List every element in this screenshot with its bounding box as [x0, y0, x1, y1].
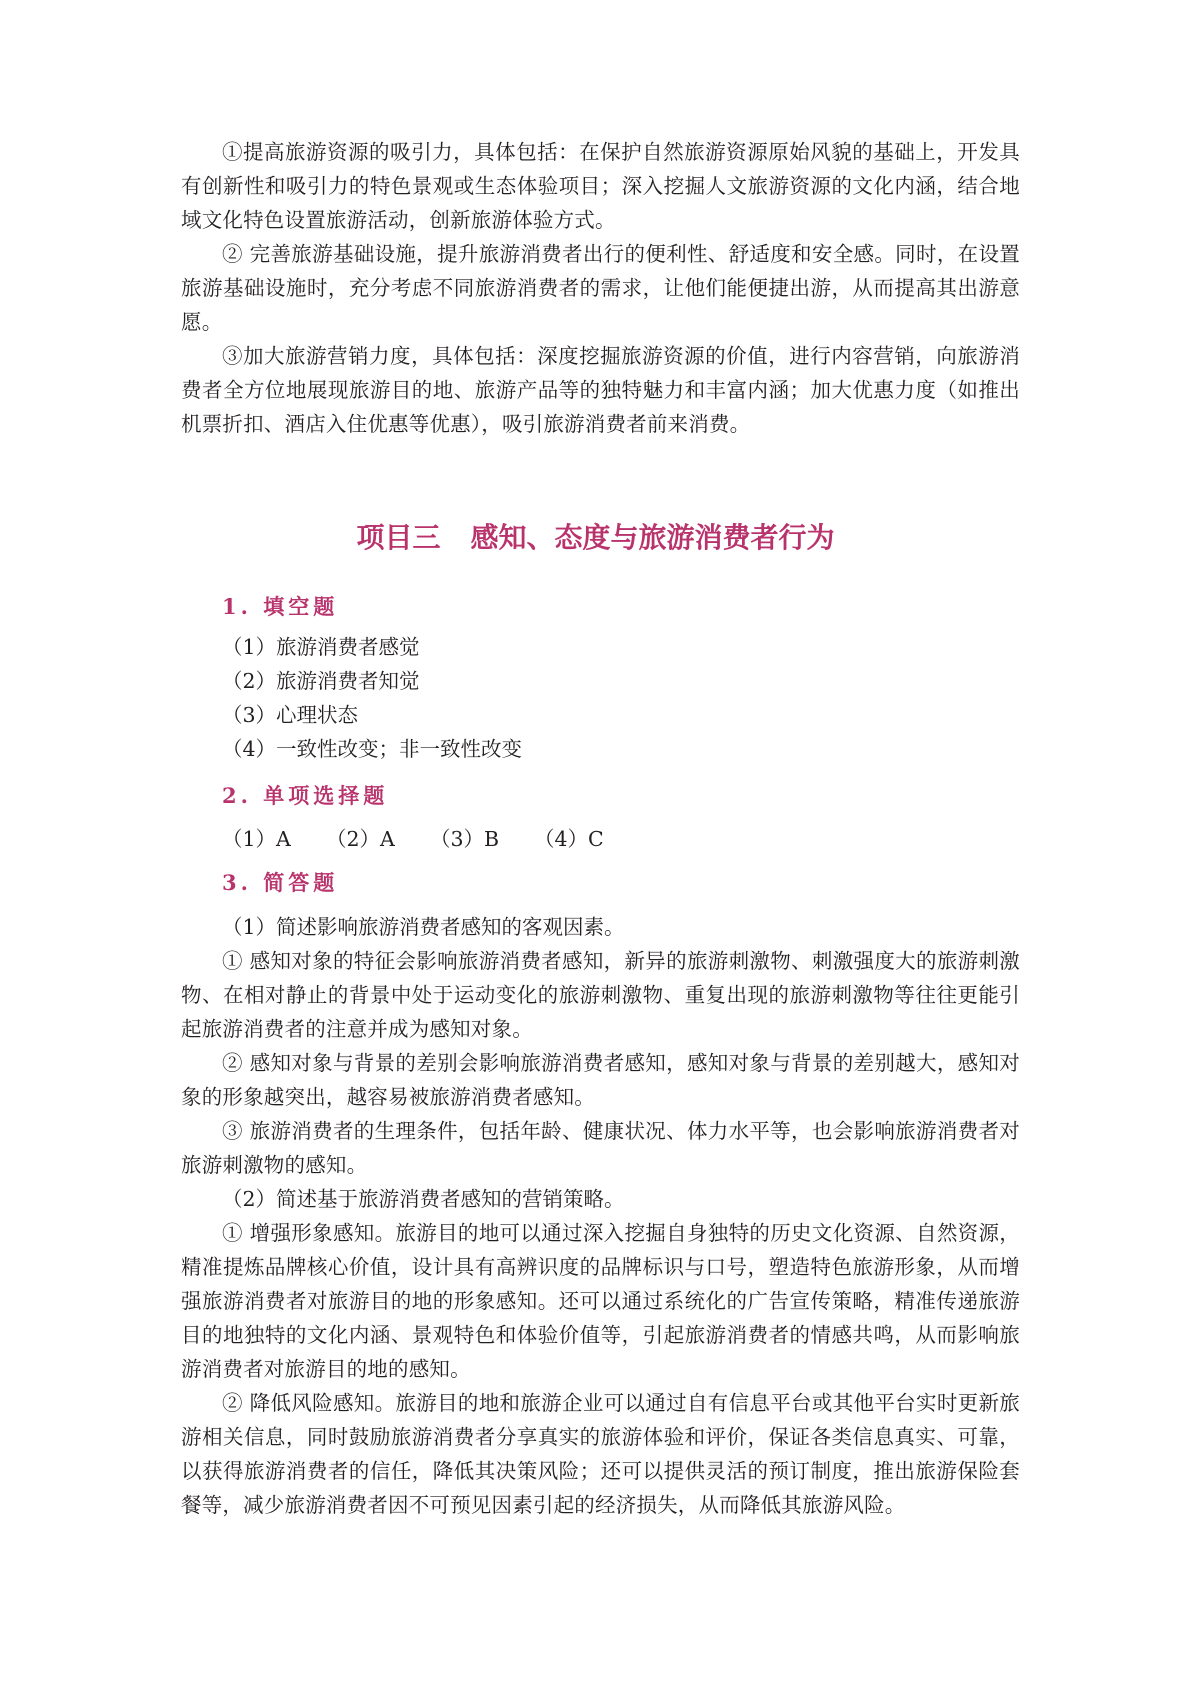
answer-paragraph: ② 降低风险感知。旅游目的地和旅游企业可以通过自有信息平台或其他平台实时更新旅游相关信息，同时鼓励旅游消费者分享真实的旅游体验和评价，保证各类信息真实、可靠，以获得旅游消费者的信任，降低其决策风险；还可以提供灵活的预订制度，推出旅游保险套餐等，减少旅游消费者因不可预见因素引起的经济损失，从而降低其旅游风险。 — [181, 1391, 1020, 1517]
answer-paragraph: ① 增强形象感知。旅游目的地可以通过深入挖掘自身独特的历史文化资源、自然资源，精准提炼品牌核心价值，设计具有高辨识度的品牌标识与口号，塑造特色旅游形象，从而增强旅游消费者对旅游目的地的形象感知。还可以通过系统化的广告宣传策略，精准传递旅游目的地独特的文化内涵、景观特色和体验价值等，引起旅游消费者的情感共鸣，从而影响旅游消费者对旅游目的地的感知。 — [181, 1221, 1020, 1381]
question-title: （1）简述影响旅游消费者感知的客观因素。 — [222, 915, 625, 939]
answer-line: （1）旅游消费者感觉 — [222, 635, 420, 659]
answer-paragraph: ② 感知对象与背景的差别会影响旅游消费者感知，感知对象与背景的差别越大，感知对象的形象越突出，越容易被旅游消费者感知。 — [181, 1051, 1020, 1109]
intro-paragraph: ①提高旅游资源的吸引力，具体包括：在保护自然旅游资源原始风貌的基础上，开发具有创新性和吸引力的特色景观或生态体验项目；深入挖掘人文旅游资源的文化内涵，结合地域文化特色设置旅游活动，创新旅游体验方式。 — [181, 140, 1020, 232]
choice-answer: （3）B — [430, 827, 500, 851]
choice-answer: （2）A — [326, 827, 395, 851]
single-choice-answers — [181, 822, 1020, 856]
answer-line: （2）旅游消费者知觉 — [222, 669, 420, 693]
project-number: 项目三 — [356, 521, 441, 554]
project-title — [0, 518, 1191, 558]
choice-answer: （1）A — [222, 827, 291, 851]
section-heading-fill-in: 1. 填空题 — [222, 594, 339, 619]
intro-section — [181, 135, 1020, 441]
intro-paragraph: ③加大旅游营销力度，具体包括：深度挖掘旅游资源的价值，进行内容营销，向旅游消费者全方位地展现旅游目的地、旅游产品等的独特魅力和丰富内涵；加大优惠力度（如推出机票折扣、酒店入住优惠等优惠），吸引旅游消费者前来消费。 — [181, 344, 1020, 436]
question-title: （2）简述基于旅游消费者感知的营销策略。 — [222, 1187, 625, 1211]
section-heading-short-answer: 3. 简答题 — [222, 870, 339, 895]
answer-line: （3）心理状态 — [222, 703, 359, 727]
answer-paragraph: ③ 旅游消费者的生理条件，包括年龄、健康状况、体力水平等，也会影响旅游消费者对旅游刺激物的感知。 — [181, 1119, 1020, 1177]
choice-answer: （4）C — [534, 827, 604, 851]
section-heading-single-choice: 2. 单项选择题 — [222, 783, 389, 808]
fill-in-answers — [181, 630, 1020, 766]
answer-line: （4）一致性改变；非一致性改变 — [222, 737, 523, 761]
short-answer-section — [181, 910, 1020, 1522]
intro-paragraph: ② 完善旅游基础设施，提升旅游消费者出行的便利性、舒适度和安全感。同时，在设置旅游基础设施时，充分考虑不同旅游消费者的需求，让他们能便捷出游，从而提高其出游意愿。 — [181, 242, 1020, 334]
answer-paragraph: ① 感知对象的特征会影响旅游消费者感知，新异的旅游刺激物、刺激强度大的旅游刺激物、在相对静止的背景中处于运动变化的旅游刺激物、重复出现的旅游刺激物等往往更能引起旅游消费者的注意并成为感知对象。 — [181, 949, 1020, 1041]
project-name: 感知、态度与旅游消费者行为 — [470, 521, 835, 554]
